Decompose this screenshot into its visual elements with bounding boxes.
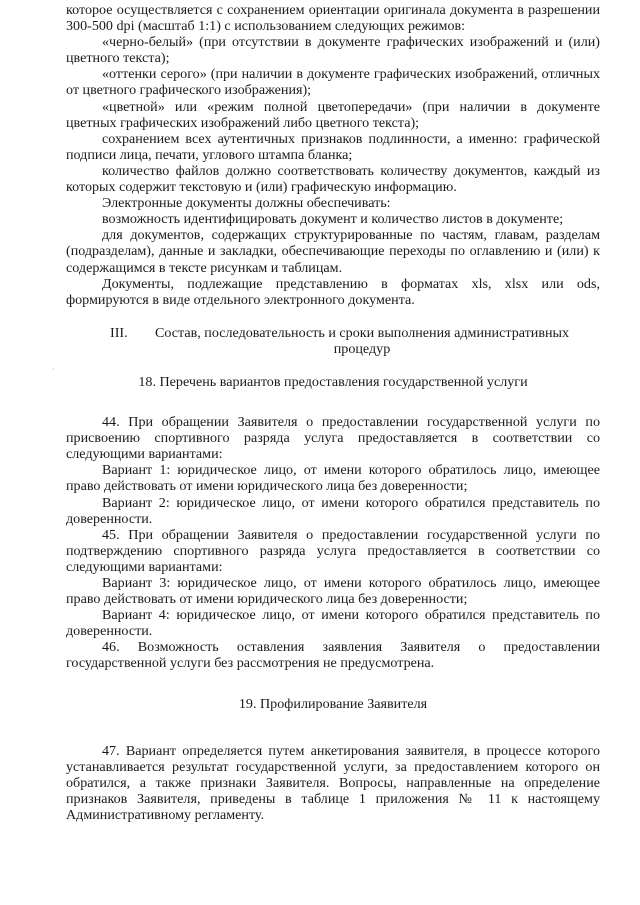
paragraph: «цветной» или «режим полной цветопередачи» (при наличии в документе цветных графических изображений либо цветного текста); [66,98,600,131]
paragraph: количество файлов должно соответствовать количеству документов, каждый из которых содержит текстовую и (или) графическую информацию. [66,162,600,196]
paragraph: Электронные документы должны обеспечивать: [102,195,391,212]
paragraph: которое осуществляется с сохранением ориентации оригинала документа в разрешении 300-500 dpi (масштаб 1:1) с использованием следующих режимов: [66,2,600,35]
paragraph: 47. Вариант определяется путем анкетирования заявителя, в процессе которого устанавливается результат государственной услуги, за предоставлением которого он обратился, а также признаки Заявителя. Вопросы, направленные на определение признаков Заявителя, приведены в таблице 1 приложения № 11 к настоящему Административному регламенту. [66,742,600,824]
section-number: III. [110,324,128,341]
paragraph: Вариант 2: юридическое лицо, от имени которого обратился представитель по доверенности. [66,494,600,527]
paragraph: Вариант 4: юридическое лицо, от имени которого обратился представитель по доверенности. [66,607,600,640]
paragraph: «черно-белый» (при отсутствии в документе графических изображений и (или) цветного текста); [66,34,600,67]
subsection-heading-18: 18. Перечень вариантов предоставления государственной услуги [138,373,528,390]
section-title: Состав, последовательность и сроки выполнения административных процедур [154,324,570,357]
paragraph: возможность идентифицировать документ и количество листов в документе; [102,211,564,228]
section-heading [66,325,600,357]
document-body-middle [66,414,600,672]
paragraph: «оттенки серого» (при наличии в документе графических изображений, отличных от цветного графического изображения); [66,66,600,99]
scan-mark-dot: · [52,365,55,374]
subsection-heading-19: 19. Профилирование Заявителя [238,695,428,712]
paragraph: Документы, подлежащие представлению в форматах xls, xlsx или ods, формируются в виде отдельного электронного документа. [66,275,600,308]
paragraph: Вариант 3: юридическое лицо, от имени которого обратилось лицо, имеющее право действовать от имени юридического лица без доверенности; [66,575,600,608]
paragraph: для документов, содержащих структурированные по частям, главам, разделам (подразделам), данные и закладки, обеспечивающие переходы по оглавлению и (или) к содержащимся в тексте рисункам и таблицам. [66,227,600,276]
document-body-top [66,2,600,308]
paragraph: сохранением всех аутентичных признаков подлинности, а именно: графической подписи лица, печати, углового штампа бланка; [66,130,600,163]
paragraph: 44. При обращении Заявителя о предоставлении государственной услуги по присвоению спортивного разряда услуга предоставляется в соответствии со следующими вариантами: [66,414,600,463]
document-page [66,2,600,823]
paragraph: 45. При обращении Заявителя о предоставлении государственной услуги по подтверждению спортивного разряда услуга предоставляется в соответствии со следующими вариантами: [66,526,600,575]
paragraph: Вариант 1: юридическое лицо, от имени которого обратилось лицо, имеющее право действовать от имени юридического лица без доверенности; [66,462,600,495]
paragraph: 46. Возможность оставления заявления Заявителя о предоставлении государственной услуги без рассмотрения не предусмотрена. [66,639,600,672]
